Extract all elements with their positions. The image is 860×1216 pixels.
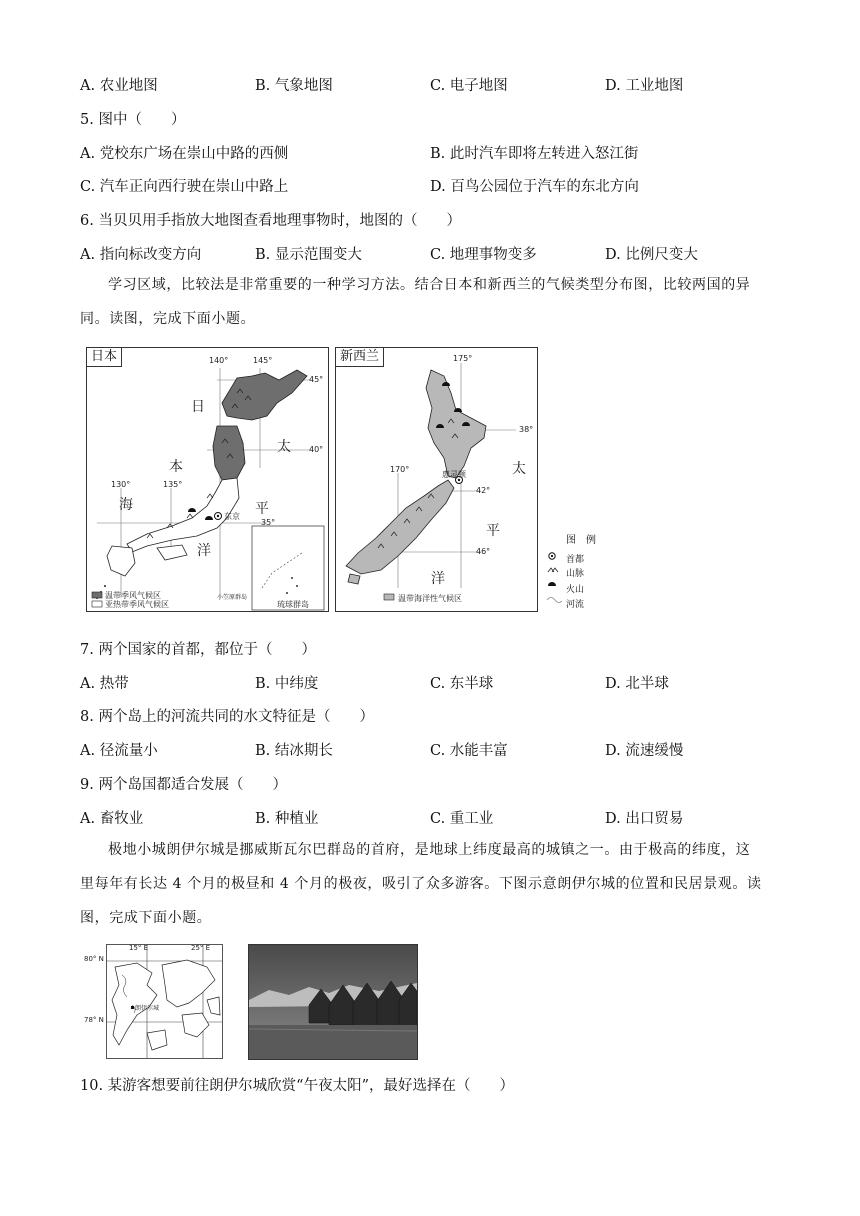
intro2-line3: 图，完成下面小题。	[80, 910, 212, 926]
nz-lon-170: 170°	[390, 465, 410, 474]
japan-sea-char-3: 海	[119, 497, 133, 513]
q7-option-c[interactable]: C. 东半球	[430, 676, 494, 692]
ryukyu-label: 琉球群岛	[277, 600, 309, 609]
q6-option-a[interactable]: A. 指向标改变方向	[80, 247, 202, 263]
svalbard-location-map	[106, 944, 223, 1059]
nz-lat-42: 42°	[476, 486, 491, 495]
svalbard-lon-15: 15° E	[129, 944, 149, 952]
nz-lon-175: 175°	[453, 354, 473, 363]
svalbard-map-graphic	[107, 945, 222, 1058]
intro2-line1: 极地小城朗伊尔城是挪威斯瓦尔巴群岛的首府，是地球上纬度最高的城镇之一。由于极高的纬度，这	[108, 842, 751, 858]
japan-climate-map	[86, 347, 329, 612]
q10-stem: 10. 某游客想要前往朗伊尔城欣赏“午夜太阳”，最好选择在（ ）	[80, 1078, 514, 1094]
tokyo-label: 东京	[224, 512, 240, 521]
nz-legend-oceanic: 温带海洋性气候区	[398, 594, 462, 603]
q6-option-b[interactable]: B. 显示范围变大	[255, 247, 362, 263]
japan-sea-char-2: 本	[169, 459, 183, 475]
q9-option-d[interactable]: D. 出口贸易	[605, 811, 684, 827]
intro1-line2: 同。读图，完成下面小题。	[80, 311, 256, 327]
japan-lon-140: 140°	[209, 356, 229, 365]
q5-option-b[interactable]: B. 此时汽车即将左转进入怒江街	[430, 146, 639, 162]
nz-pacific-char-1: 太	[512, 461, 526, 477]
pacific-char-3: 洋	[197, 543, 211, 559]
pacific-char-1: 太	[277, 439, 291, 455]
legend-mountain: 山脉	[566, 569, 585, 579]
japan-lon-135: 135°	[163, 480, 183, 489]
nz-pacific-char-3: 洋	[431, 571, 445, 587]
q7-stem: 7. 两个国家的首都，都位于（ ）	[80, 642, 316, 658]
japan-lat-45: 45°	[309, 375, 324, 384]
intro2-line2: 里每年有长达 4 个月的极昼和 4 个月的极夜，吸引了众多游客。下图示意朗伊尔城的位置和民居景观。读	[80, 876, 762, 892]
nz-lat-38: 38°	[519, 425, 534, 434]
legend-volcano: 火山	[566, 585, 585, 595]
svalbard-lat-78: 78° N	[84, 1016, 104, 1024]
nz-map-tag: 新西兰	[336, 348, 384, 367]
intro-paragraph-2	[80, 833, 780, 935]
japan-legend-temperate: 温带季风气候区	[105, 591, 161, 600]
q8-option-a[interactable]: A. 径流量小	[80, 743, 158, 759]
q8-option-b[interactable]: B. 结冰期长	[255, 743, 333, 759]
q4-option-a[interactable]: A. 农业地图	[80, 78, 158, 94]
q6-option-c[interactable]: C. 地理事物变多	[430, 247, 537, 263]
q9-option-b[interactable]: B. 种植业	[255, 811, 319, 827]
q9-option-a[interactable]: A. 畜牧业	[80, 811, 144, 827]
q6-stem: 6. 当贝贝用手指放大地图查看地理事物时，地图的（ ）	[80, 213, 461, 229]
q4-option-c[interactable]: C. 电子地图	[430, 78, 508, 94]
q5-option-c[interactable]: C. 汽车正向西行驶在崇山中路上	[80, 179, 289, 195]
q6-option-d[interactable]: D. 比例尺变大	[605, 247, 698, 263]
legend-river: 河流	[566, 600, 585, 610]
q7-option-d[interactable]: D. 北半球	[605, 676, 669, 692]
japan-lat-35: 35°	[261, 518, 276, 527]
japan-sea-char-1: 日	[191, 399, 205, 415]
longyearbyen-houses-photo	[248, 944, 418, 1060]
legend-symbols	[546, 550, 562, 610]
new-zealand-climate-map	[335, 347, 538, 612]
intro-paragraph-1	[80, 268, 780, 336]
houses-photo-graphic	[249, 945, 417, 1059]
q7-option-a[interactable]: A. 热带	[80, 676, 129, 692]
intro1-line1: 学习区域，比较法是非常重要的一种学习方法。结合日本和新西兰的气候类型分布图，比较两国的异	[108, 277, 751, 293]
japan-inset-label: 小笠原群岛	[217, 594, 248, 601]
q8-stem: 8. 两个岛上的河流共同的水文特征是（ ）	[80, 709, 374, 725]
q4-option-b[interactable]: B. 气象地图	[255, 78, 333, 94]
japan-map-tag: 日本	[87, 348, 122, 367]
q5-option-a[interactable]: A. 党校东广场在崇山中路的西侧	[80, 146, 289, 162]
q7-option-b[interactable]: B. 中纬度	[255, 676, 319, 692]
q5-stem: 5. 图中（ ）	[80, 112, 186, 128]
legend-capital: 首都	[566, 555, 585, 565]
japan-lon-145: 145°	[253, 356, 273, 365]
legend-title: 图 例	[566, 535, 596, 546]
q8-option-d[interactable]: D. 流速缓慢	[605, 743, 684, 759]
nz-lat-46: 46°	[476, 547, 491, 556]
pacific-char-2: 平	[255, 501, 269, 517]
wellington-label: 惠灵顿	[442, 470, 466, 479]
q9-option-c[interactable]: C. 重工业	[430, 811, 494, 827]
q5-option-d[interactable]: D. 百鸟公园位于汽车的东北方向	[430, 179, 639, 195]
japan-lat-40: 40°	[309, 445, 324, 454]
q8-option-c[interactable]: C. 水能丰富	[430, 743, 508, 759]
q9-stem: 9. 两个岛国都适合发展（ ）	[80, 777, 287, 793]
svalbard-lat-80: 80° N	[84, 955, 104, 963]
q4-option-d[interactable]: D. 工业地图	[605, 78, 684, 94]
japan-lon-130: 130°	[111, 480, 131, 489]
nz-pacific-char-2: 平	[486, 523, 500, 539]
japan-legend-subtropical: 亚热带季风气候区	[105, 600, 169, 609]
longyearbyen-label: 朗伊尔城	[135, 1005, 160, 1012]
svalbard-lon-25: 25° E	[191, 944, 211, 952]
